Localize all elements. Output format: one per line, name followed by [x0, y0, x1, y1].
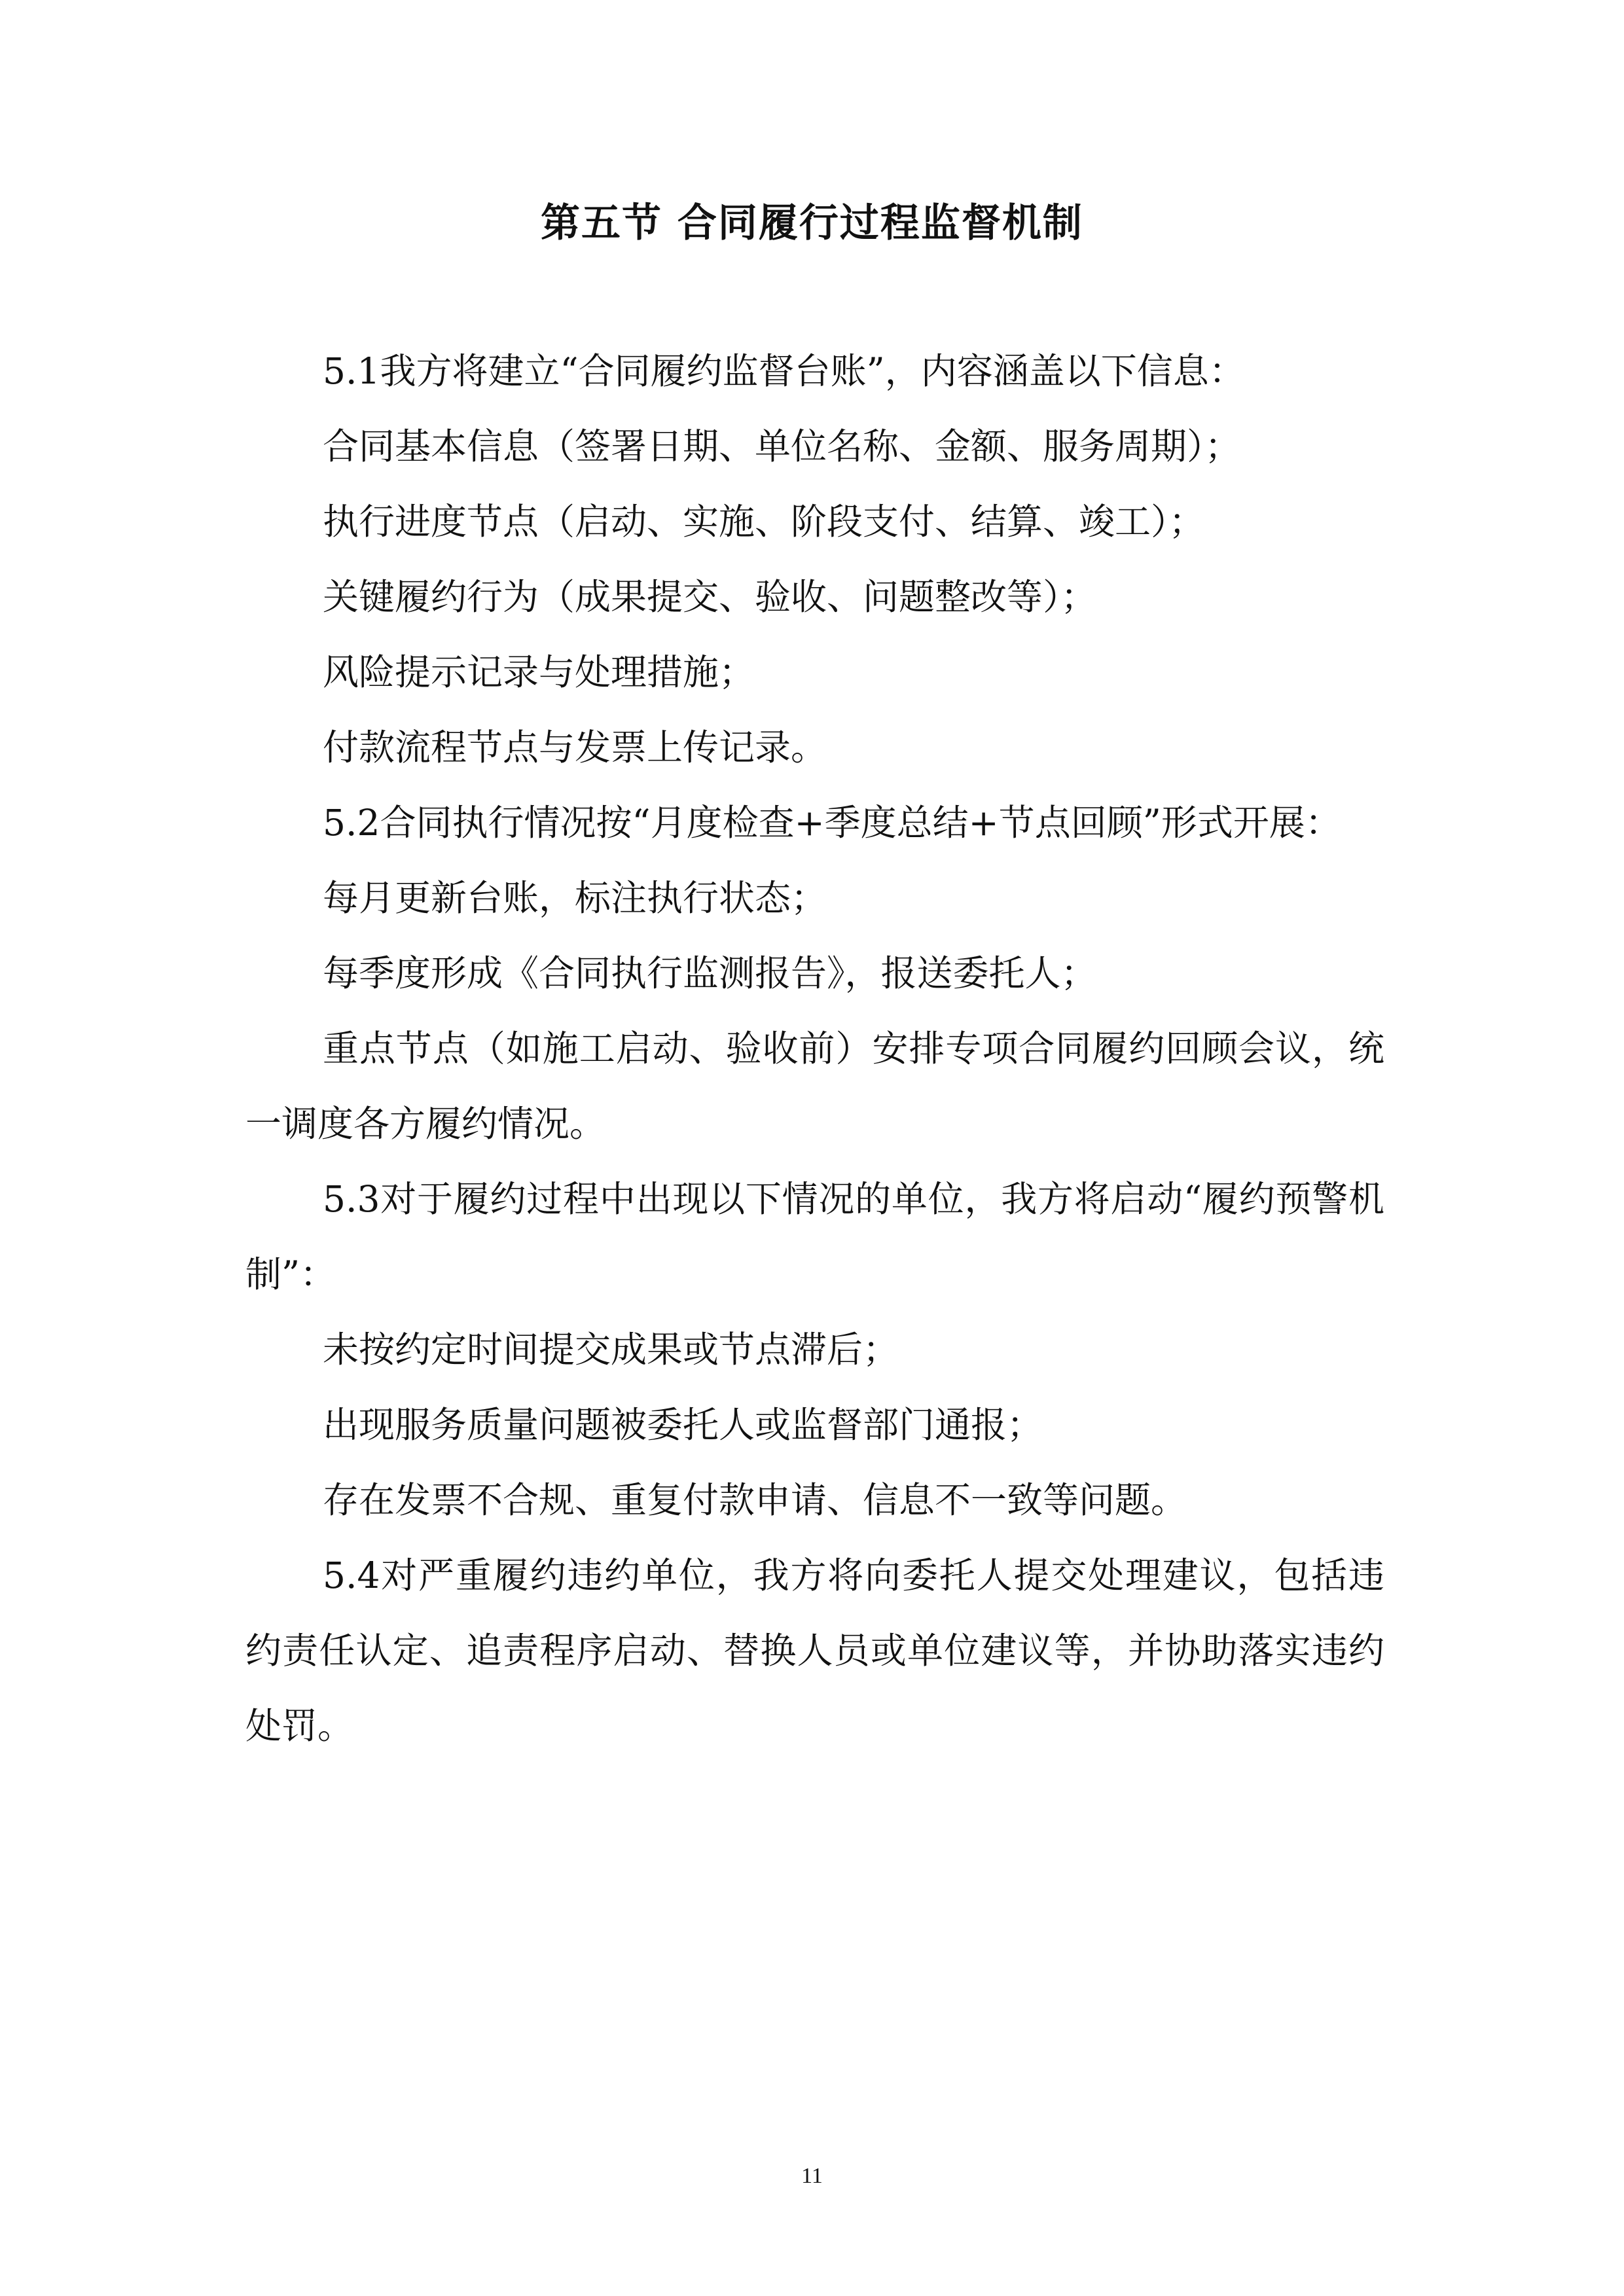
- paragraph-progress-nodes: 执行进度节点（启动、实施、阶段支付、结算、竣工）；: [323, 501, 1205, 543]
- paragraph-5-4: 5.4对严重履约违约单位，我方将向委托人提交处理建议，包括违约责任认定、追责程序启动、替换人员或单位建议等，并协助落实违约处罚。: [245, 1554, 1384, 1747]
- paragraph-invoice-issue: 存在发票不合规、重复付款申请、信息不一致等问题。: [323, 1479, 1187, 1521]
- paragraph-5-2: 5.2合同执行情况按“月度检查+季度总结+节点回顾”形式开展：: [323, 802, 1341, 844]
- paragraph-key-node-review: 重点节点（如施工启动、验收前）安排专项合同履约回顾会议，统一调度各方履约情况。: [245, 1028, 1384, 1145]
- paragraph-key-behaviors: 关键履约行为（成果提交、验收、问题整改等）；: [323, 576, 1097, 618]
- section-title: 第五节 合同履行过程监督机制: [541, 200, 1083, 246]
- paragraph-5-3: 5.3对于履约过程中出现以下情况的单位，我方将启动“履约预警机制”：: [245, 1178, 1384, 1295]
- paragraph-risk-records: 风险提示记录与处理措施；: [323, 651, 755, 693]
- paragraph-basic-info: 合同基本信息（签署日期、单位名称、金额、服务周期）；: [323, 425, 1241, 467]
- body-text: [245, 334, 1384, 1764]
- paragraph-5-1: 5.1我方将建立“合同履约监督台账”，内容涵盖以下信息：: [323, 350, 1245, 392]
- paragraph-monthly-update: 每月更新台账，标注执行状态；: [323, 877, 827, 919]
- paragraph-late-delivery: 未按约定时间提交成果或节点滞后；: [323, 1329, 899, 1371]
- paragraph-payment-records: 付款流程节点与发票上传记录。: [323, 726, 827, 768]
- page-number: 11: [801, 2164, 823, 2188]
- paragraph-quarterly-report: 每季度形成《合同执行监测报告》，报送委托人；: [323, 952, 1097, 994]
- paragraph-quality-issue: 出现服务质量问题被委托人或监督部门通报；: [323, 1404, 1043, 1446]
